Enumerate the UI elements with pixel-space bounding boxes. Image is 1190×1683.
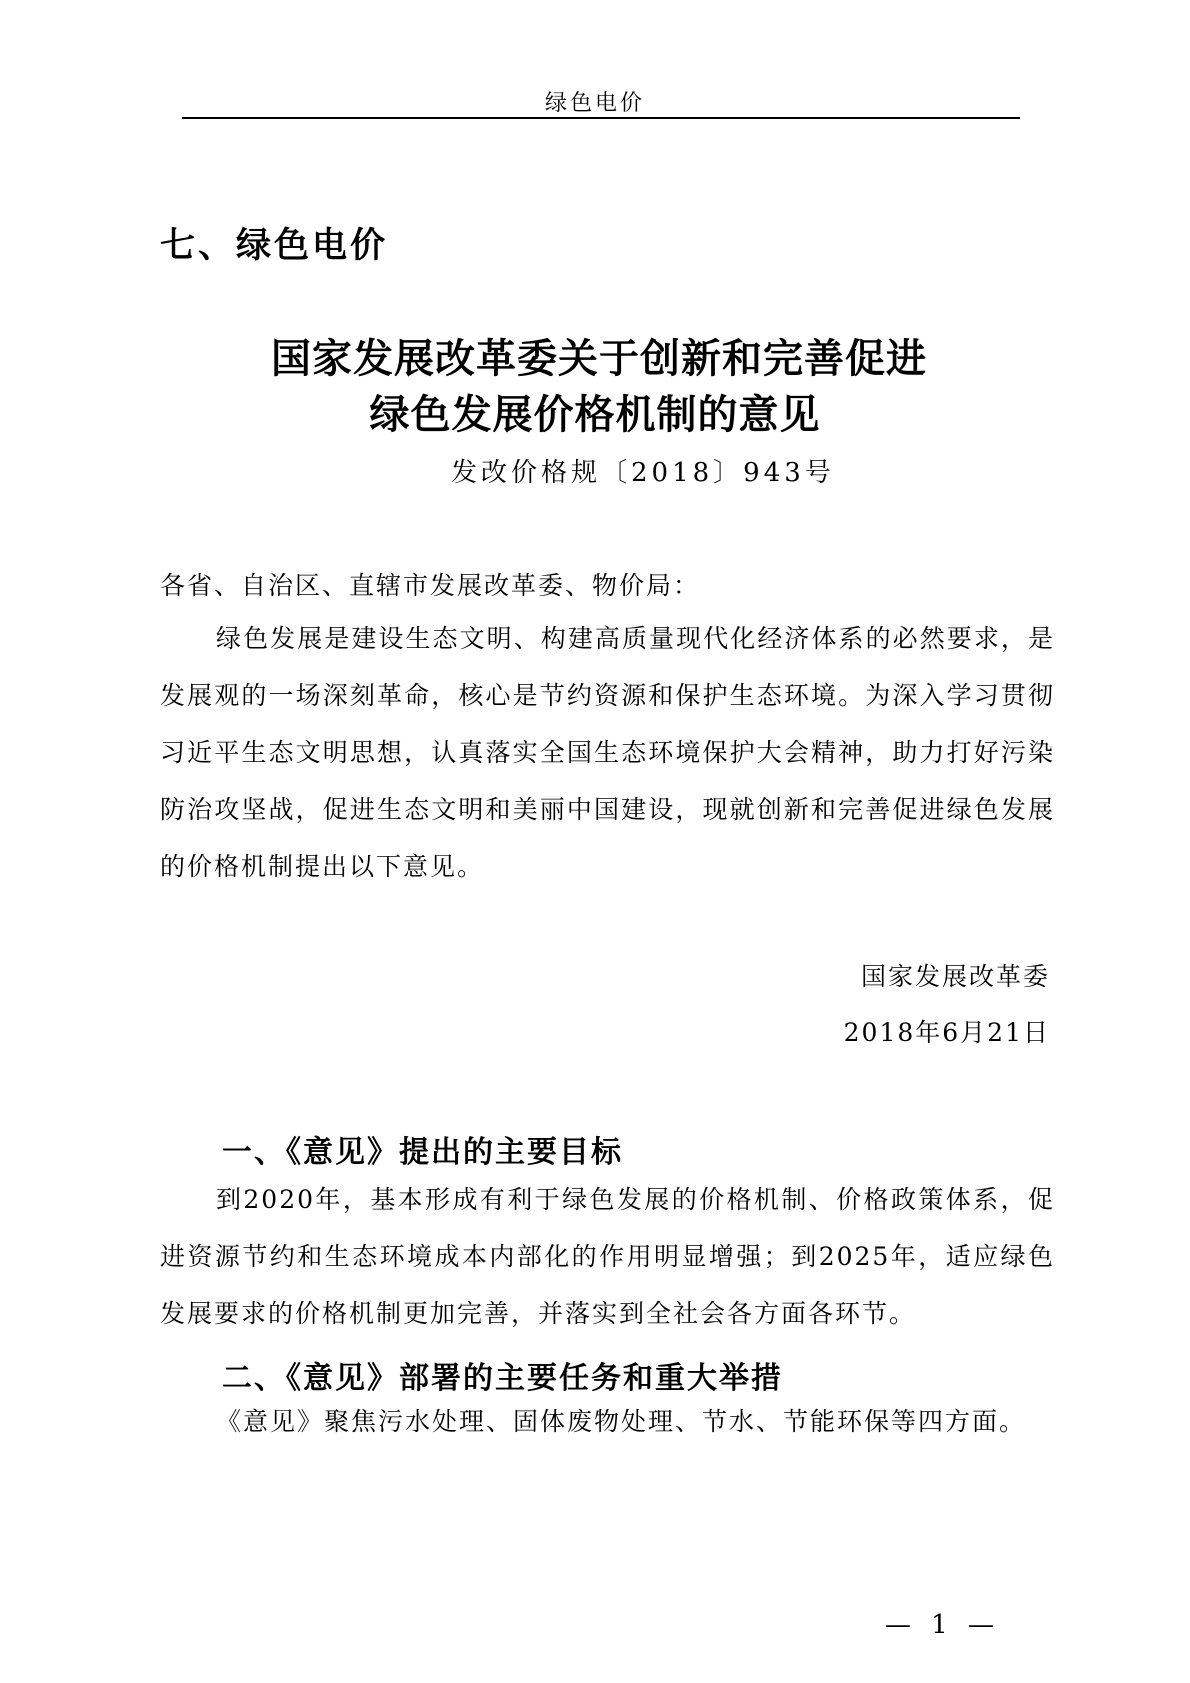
summary-paragraph-tasks: 《意见》聚焦污水处理、固体废物处理、节水、节能环保等四方面。 (216, 1407, 1027, 1436)
summary-paragraph-goals: 到2020年，基本形成有利于绿色发展的价格机制、价格政策体系，促进资源节约和生态环境成本内部化的作用明显增强；到2025年，适应绿色发展要求的价格机制更加完善，并落实到全社会各方面各环节。 (160, 1185, 1055, 1328)
salutation: 各省、自治区、直辖市发展改革委、物价局： (160, 571, 701, 600)
summary-heading-tasks: 二、《意见》部署的主要任务和重大举措 (222, 1361, 783, 1396)
signature-date: 2018年6月21日 (843, 1018, 1050, 1047)
body-paragraph: 绿色发展是建设生态文明、构建高质量现代化经济体系的必然要求，是发展观的一场深刻革命，核心是节约资源和保护生态环境。为深入学习贯彻习近平生态文明思想，认真落实全国生态环境保护大会精神，助力打好污染防治攻坚战，促进生态文明和美丽中国建设，现就创新和完善促进绿色发展的价格机制提出以下意见。 (160, 624, 1055, 881)
page-number: — 1 — (884, 1610, 1000, 1640)
document-number: 发改价格规〔2018〕943号 (451, 458, 835, 488)
header-rule (182, 117, 1020, 119)
document-title-line1: 国家发展改革委关于创新和完善促进 (271, 335, 927, 382)
document-title-line2: 绿色发展价格机制的意见 (369, 391, 821, 438)
signature-organization: 国家发展改革委 (860, 962, 1050, 991)
summary-heading-goals: 一、《意见》提出的主要目标 (222, 1135, 623, 1170)
running-header: 绿色电价 (544, 91, 645, 116)
section-title: 七、绿色电价 (160, 226, 389, 266)
